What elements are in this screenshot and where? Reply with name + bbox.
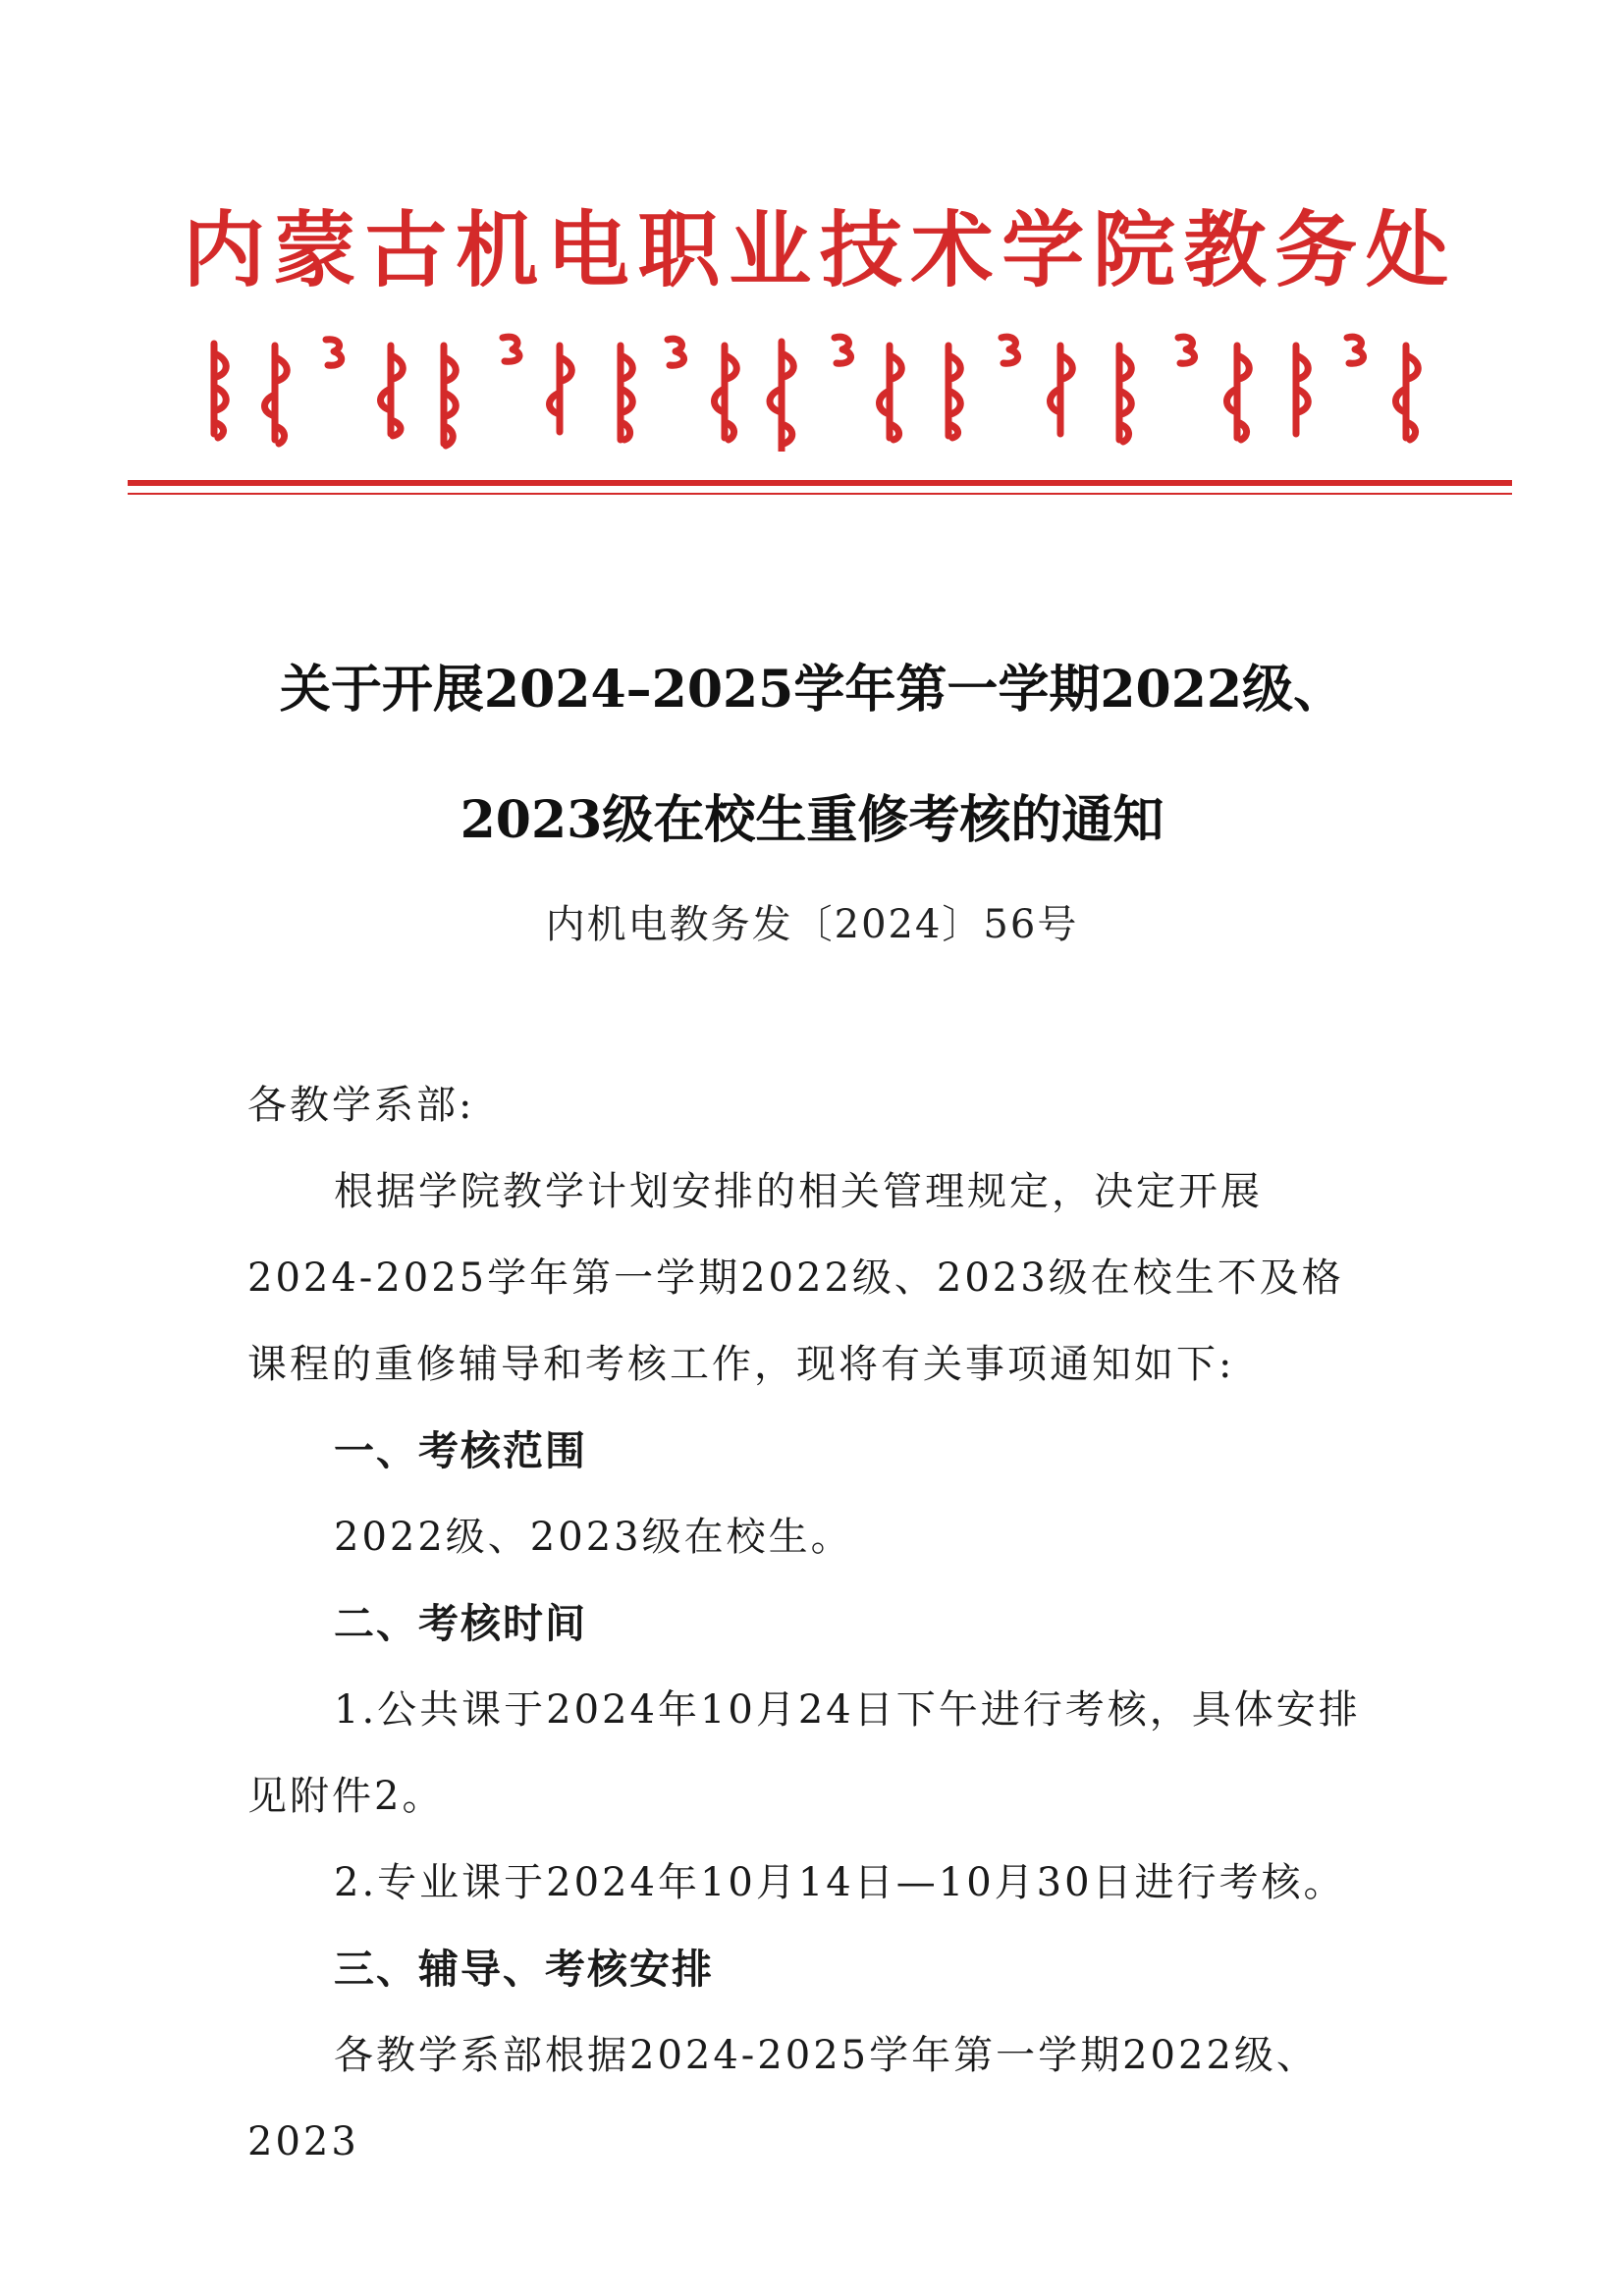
org-name: 内蒙古机电职业技术学院教务处 <box>183 202 1449 298</box>
section-paragraph: 1.公共课于2024年10月24日下午进行考核，具体安排见附件2。 <box>247 1687 1361 1819</box>
mongolian-script-graphic <box>196 324 1443 452</box>
section-paragraph: 2.专业课于2024年10月14日—10月30日进行考核。 <box>334 1860 1346 1905</box>
section-paragraph: 2022级、2023级在校生。 <box>334 1515 853 1560</box>
mongolian-script-name <box>196 324 1443 452</box>
section-heading: 一、考核范围 <box>334 1427 587 1474</box>
document-title-line-1: 关于开展2024–2025学年第一学期2022级、 <box>279 660 1345 720</box>
section-heading: 二、考核时间 <box>334 1600 587 1647</box>
document-body <box>247 1062 1377 2185</box>
letterhead-rule-thin <box>128 493 1512 495</box>
document-title-line-2: 2023级在校生重修考核的通知 <box>460 790 1164 850</box>
document-number: 内机电教务发〔2024〕56号 <box>545 902 1079 947</box>
salutation: 各教学系部: <box>247 1083 475 1128</box>
intro-paragraph: 根据学院教学计划安排的相关管理规定，决定开展2024-2025学年第一学期2022级、2023级在校生不及格课程的重修辅导和考核工作，现将有关事项通知如下: <box>247 1169 1344 1387</box>
letterhead-rule-thick <box>128 480 1512 486</box>
section-paragraph: 各教学系部根据2024-2025学年第一学期2022级、2023 <box>247 2033 1319 2164</box>
section-heading: 三、辅导、考核安排 <box>334 1946 714 1993</box>
letterhead <box>0 0 1624 510</box>
